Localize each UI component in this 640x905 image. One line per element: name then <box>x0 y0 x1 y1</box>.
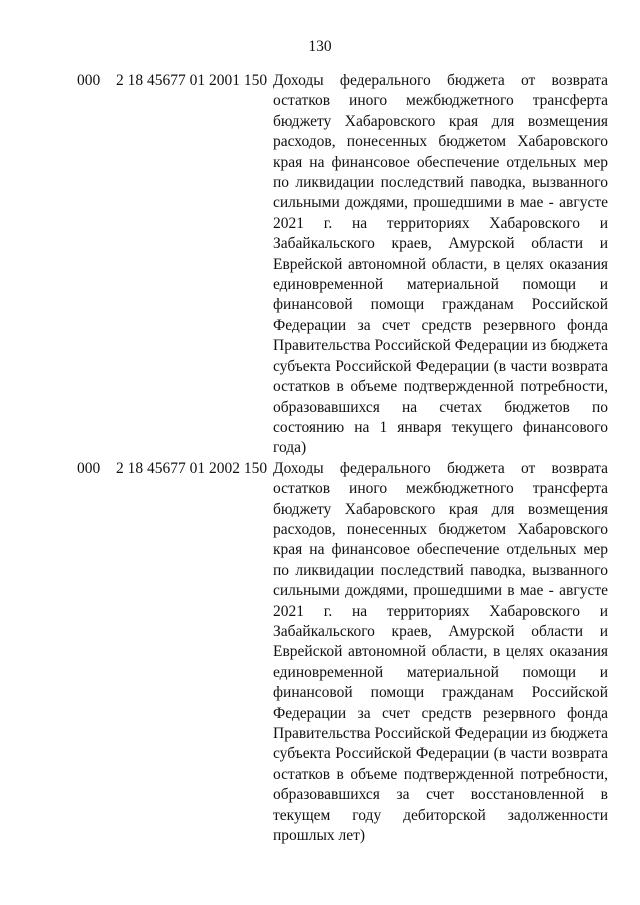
revenue-description: Доходы федерального бюджета от возврата остатков иного межбюджетного трансферта бюджету Хабаровского края для возмещения расходов, понесенных бюджетом Хабаровского края на финансовое обеспечение отдельных мер по ликвидации последствий паводка, вызванного сильными дождями, прошедшими в мае - августе 2021 г. на территориях Хабаровского и Забайкальского краев, Амурской области и Еврейской автономной области, в целях оказания единовременной материальной помощи и финансовой помощи гражданам Российской Федерации за счет средств резервного фонда Правительства Российской Федерации из бюджета субъекта Российской Федерации (в части возврата остатков в объеме подтвержденной потребности, образовавшихся за счет восстановленной в текущем году дебиторской задолженности прошлых лет) <box>273 459 608 845</box>
page-number: 130 <box>308 38 332 55</box>
budget-code-table <box>0 71 640 846</box>
admin-code: 000 <box>77 72 101 89</box>
table-row <box>0 71 640 459</box>
admin-code: 000 <box>77 459 101 477</box>
budget-classification-code: 2 18 45677 01 2001 150 <box>116 72 268 89</box>
budget-classification-code: 2 18 45677 01 2002 150 <box>116 459 268 477</box>
table-row <box>0 459 640 847</box>
revenue-description: Доходы федерального бюджета от возврата остатков иного межбюджетного трансферта бюджету Хабаровского края для возмещения расходов, понесенных бюджетом Хабаровского края на финансовое обеспечение отдельных мер по ликвидации последствий паводка, вызванного сильными дождями, прошедшими в мае - августе 2021 г. на территориях Хабаровского и Забайкальского краев, Амурской области и Еврейской автономной области, в целях оказания единовременной материальной помощи и финансовой помощи гражданам Российской Федерации за счет средств резервного фонда Правительства Российской Федерации из бюджета субъекта Российской Федерации (в части возврата остатков в объеме подтвержденной потребности, образовавшихся на счетах бюджетов по состоянию на 1 января текущего финансового года) <box>273 72 608 457</box>
